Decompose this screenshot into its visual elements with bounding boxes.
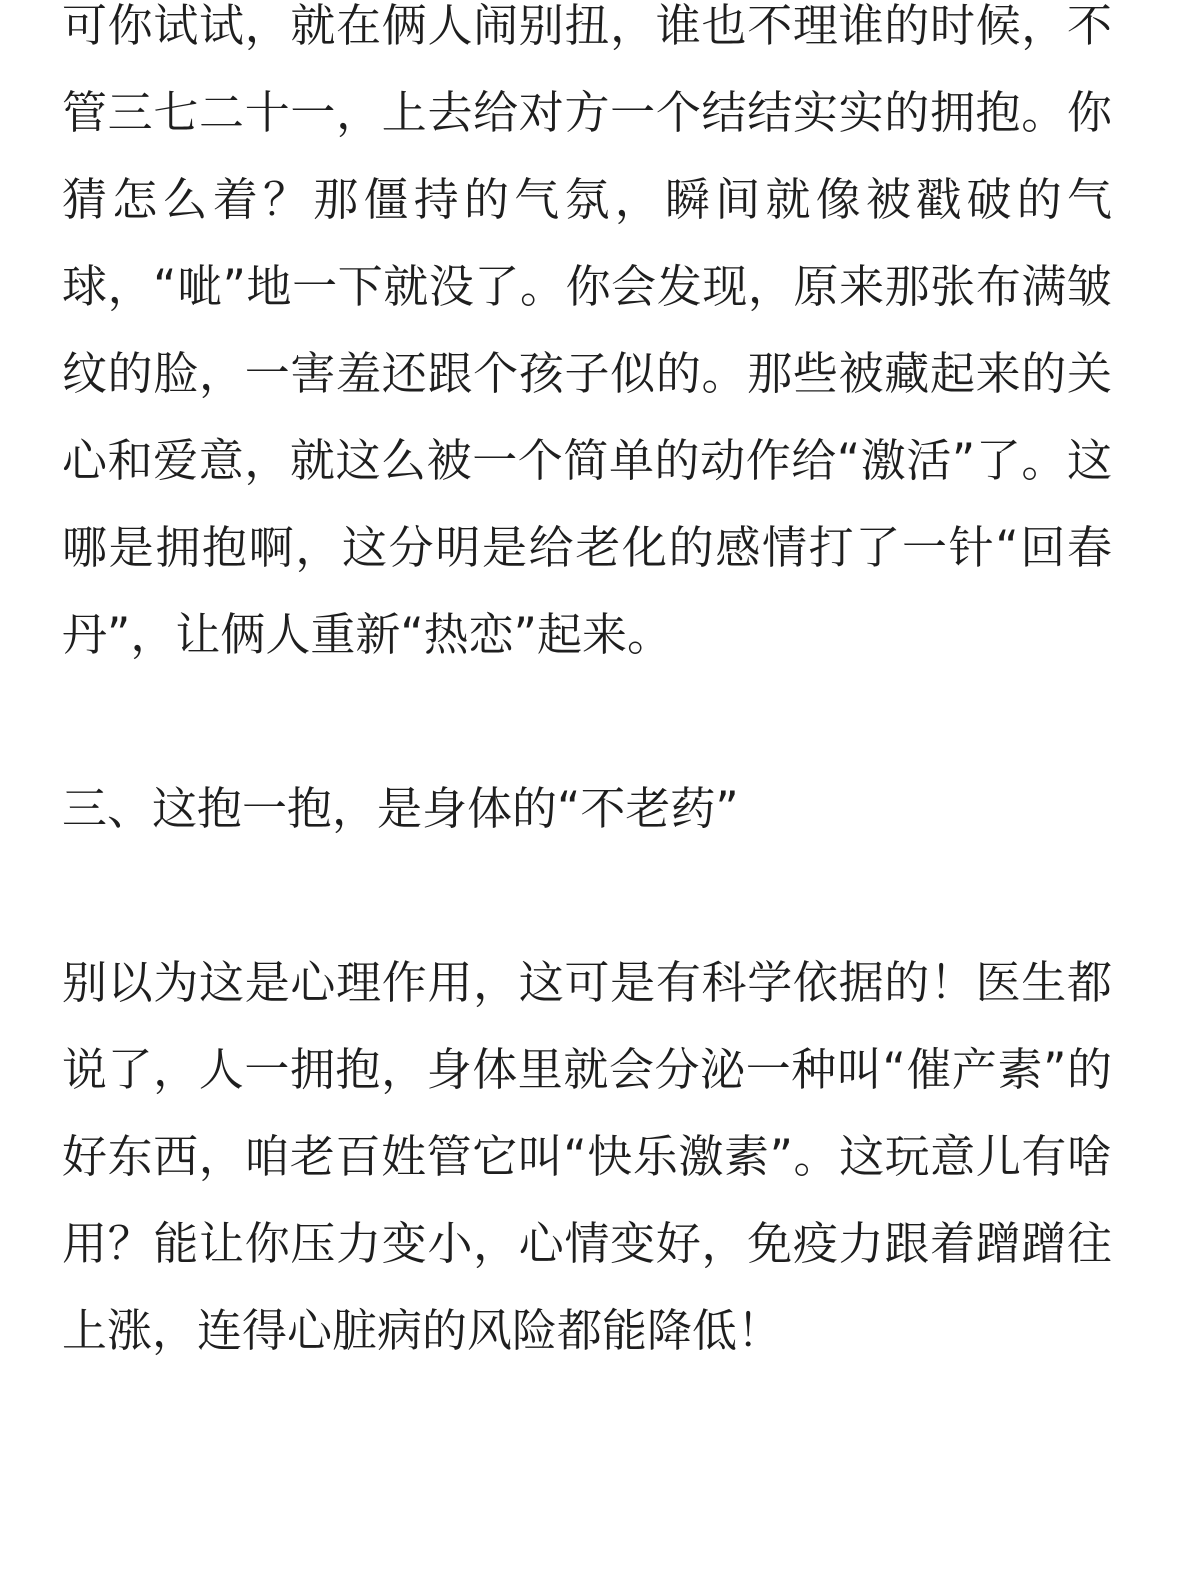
article-paragraph: 可你试试，就在俩人闹别扭，谁也不理谁的时候，不管三七二十一，上去给对方一个结结实实的拥抱。你猜怎么着？那僵持的气氛，瞬间就像被戳破的气球，“呲”地一下就没了。你会发现，原来那张布满皱纹的脸，一害羞还跟个孩子似的。那些被藏起来的关心和爱意，就这么被一个简单的动作给“激活”了。这哪是拥抱啊，这分明是给老化的感情打了一针“回春丹”，让俩人重新“热恋”起来。 [62,0,1112,661]
section-heading: 三、这抱一抱，是身体的“不老药” [62,782,739,835]
article-paragraph: 别以为这是心理作用，这可是有科学依据的！医生都说了，人一拥抱，身体里就会分泌一种叫“催产素”的好东西，咱老百姓管它叫“快乐激素”。这玩意儿有啥用？能让你压力变小，心情变好，免疫力跟着蹭蹭往上涨，连得心脏病的风险都能降低！ [62,956,1112,1357]
article-body [62,0,1112,1374]
